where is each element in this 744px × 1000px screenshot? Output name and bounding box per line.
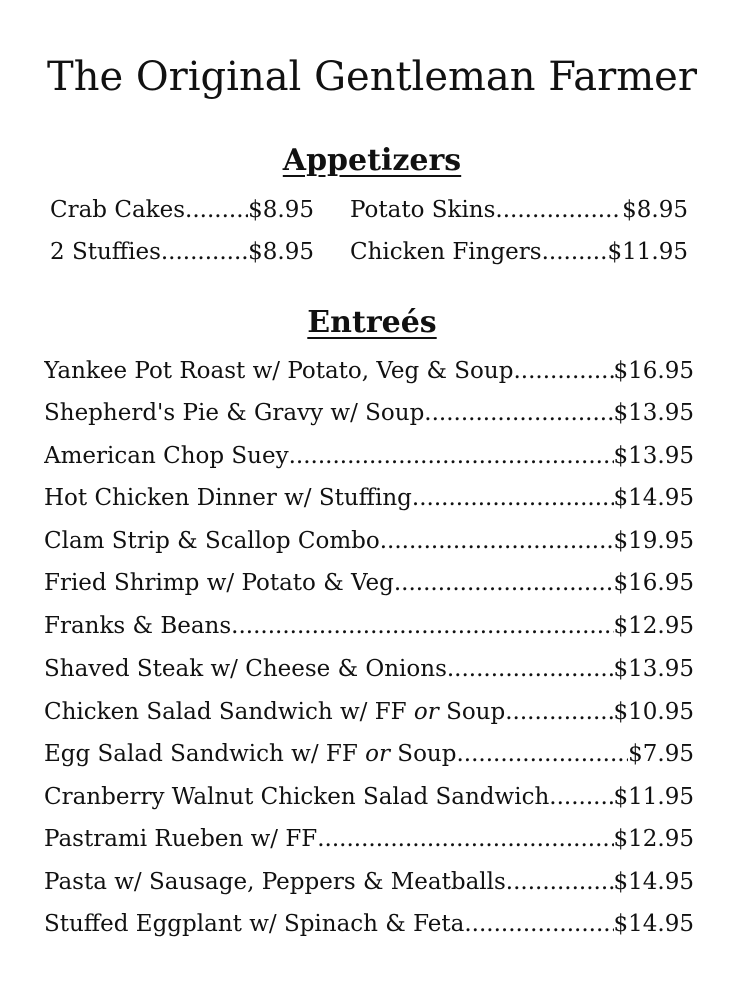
dot-leader bbox=[185, 195, 248, 225]
item-name-part: Egg Salad Sandwich w/ FF bbox=[44, 741, 366, 767]
item-price: $16.95 bbox=[613, 570, 694, 596]
menu-item bbox=[44, 782, 694, 812]
item-price: $11.95 bbox=[607, 239, 688, 265]
dot-leader bbox=[380, 526, 614, 556]
dot-leader bbox=[506, 867, 614, 897]
item-name: Yankee Pot Roast w/ Potato, Veg & Soup bbox=[44, 358, 514, 384]
menu-item bbox=[350, 237, 688, 267]
item-price: $8.95 bbox=[622, 197, 688, 223]
item-price: $12.95 bbox=[613, 613, 694, 639]
dot-leader bbox=[289, 441, 614, 471]
dot-leader bbox=[505, 697, 613, 727]
menu-item bbox=[44, 526, 694, 556]
menu-item bbox=[44, 611, 694, 641]
item-name-italic: or bbox=[413, 699, 439, 725]
item-name: Cranberry Walnut Chicken Salad Sandwich bbox=[44, 784, 550, 810]
dot-leader bbox=[542, 237, 608, 267]
menu-item bbox=[44, 739, 694, 769]
item-name: Fried Shrimp w/ Potato & Veg bbox=[44, 570, 394, 596]
item-name: Hot Chicken Dinner w/ Stuffing bbox=[44, 485, 412, 511]
menu-item bbox=[50, 237, 314, 267]
item-name: Pasta w/ Sausage, Peppers & Meatballs bbox=[44, 869, 506, 895]
item-name: Pastrami Rueben w/ FF bbox=[44, 826, 318, 852]
item-price: $14.95 bbox=[613, 869, 694, 895]
menu-item bbox=[44, 824, 694, 854]
item-name: American Chop Suey bbox=[44, 443, 289, 469]
dot-leader bbox=[495, 195, 622, 225]
item-name-part: Chicken Salad Sandwich w/ FF bbox=[44, 699, 414, 725]
item-name-italic: or bbox=[365, 741, 390, 767]
menu-item bbox=[350, 195, 688, 225]
item-name-part: Soup bbox=[390, 741, 457, 767]
menu-item bbox=[44, 441, 694, 471]
dot-leader bbox=[464, 909, 613, 939]
item-name: Chicken Fingers bbox=[350, 239, 542, 265]
dot-leader bbox=[513, 356, 613, 386]
dot-leader bbox=[231, 611, 613, 641]
menu-item bbox=[44, 398, 694, 428]
item-price: $10.95 bbox=[613, 699, 694, 725]
item-price: $14.95 bbox=[613, 911, 694, 937]
dot-leader bbox=[317, 824, 613, 854]
dot-leader bbox=[447, 654, 614, 684]
item-price: $13.95 bbox=[613, 443, 694, 469]
dot-leader bbox=[394, 568, 614, 598]
menu-item bbox=[44, 568, 694, 598]
item-price: $13.95 bbox=[613, 656, 694, 682]
appetizers-heading: Appetizers bbox=[282, 143, 462, 178]
menu-item bbox=[44, 867, 694, 897]
item-price: $16.95 bbox=[613, 358, 694, 384]
menu-item bbox=[44, 356, 694, 386]
item-name bbox=[44, 697, 505, 727]
dot-leader bbox=[161, 237, 248, 267]
menu-item bbox=[44, 483, 694, 513]
item-price: $8.95 bbox=[248, 239, 314, 265]
dot-leader bbox=[412, 483, 614, 513]
item-price: $14.95 bbox=[613, 485, 694, 511]
dot-leader bbox=[456, 739, 628, 769]
menu-item bbox=[44, 654, 694, 684]
dot-leader bbox=[424, 398, 613, 428]
item-price: $19.95 bbox=[613, 528, 694, 554]
menu-title: The Original Gentleman Farmer bbox=[47, 54, 697, 100]
item-name: Potato Skins bbox=[350, 197, 496, 223]
item-name: Stuffed Eggplant w/ Spinach & Feta bbox=[44, 911, 465, 937]
menu-item bbox=[50, 195, 314, 225]
item-name-part: Soup bbox=[438, 699, 506, 725]
item-name: Clam Strip & Scallop Combo bbox=[44, 528, 380, 554]
item-name: 2 Stuffies bbox=[50, 239, 161, 265]
menu-item bbox=[44, 697, 694, 727]
menu-item bbox=[44, 909, 694, 939]
item-name: Shepherd's Pie & Gravy w/ Soup bbox=[44, 400, 425, 426]
dot-leader bbox=[549, 782, 613, 812]
item-price: $8.95 bbox=[248, 197, 314, 223]
item-name: Shaved Steak w/ Cheese & Onions bbox=[44, 656, 447, 682]
item-name: Franks & Beans bbox=[44, 613, 232, 639]
entrees-heading: Entreés bbox=[307, 305, 437, 340]
item-name: Crab Cakes bbox=[50, 197, 186, 223]
item-price: $7.95 bbox=[628, 741, 694, 767]
item-price: $13.95 bbox=[613, 400, 694, 426]
item-price: $11.95 bbox=[613, 784, 694, 810]
item-price: $12.95 bbox=[613, 826, 694, 852]
item-name bbox=[44, 739, 456, 769]
